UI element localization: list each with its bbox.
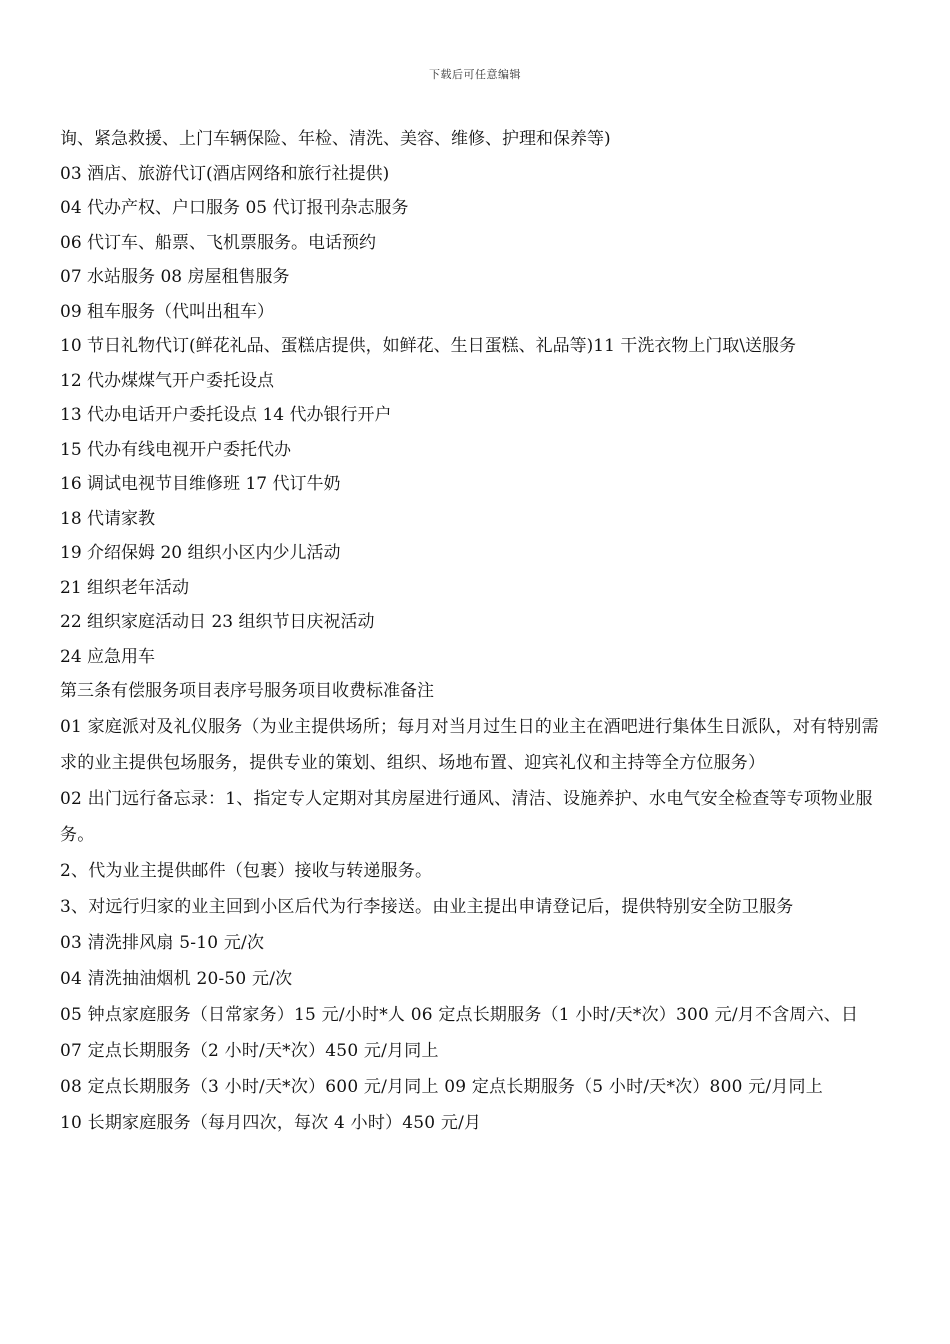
paragraph: 10 长期家庭服务（每月四次，每次 4 小时）450 元/月 bbox=[60, 1112, 482, 1133]
text-line: 10 节日礼物代订(鲜花礼品、蛋糕店提供，如鲜花、生日蛋糕、礼品等)11 干洗衣物上门取\送服务 bbox=[60, 336, 797, 356]
text-line: 21 组织老年活动 bbox=[60, 577, 190, 598]
text-line: 16 调试电视节目维修班 17 代订牛奶 bbox=[60, 474, 341, 494]
paragraph: 03 清洗排风扇 5-10 元/次 bbox=[60, 932, 265, 953]
text-line: 13 代办电话开户委托设点 14 代办银行开户 bbox=[60, 405, 392, 425]
text-line: 09 租车服务（代叫出租车） bbox=[60, 301, 275, 322]
text-line: 04 代办产权、户口服务 05 代订报刊杂志服务 bbox=[60, 198, 409, 218]
paragraph: 08 定点长期服务（3 小时/天*次）600 元/月同上 09 定点长期服务（5 小时/天*次）800 元/月同上 bbox=[60, 1076, 823, 1097]
text-line: 19 介绍保姆 20 组织小区内少儿活动 bbox=[60, 543, 341, 563]
text-line: 18 代请家教 bbox=[60, 508, 156, 529]
paragraph: 05 钟点家庭服务（日常家务）15 元/小时*人 06 定点长期服务（1 小时/天*次）300 元/月不含周六、日 bbox=[60, 1004, 859, 1025]
text-line: 03 酒店、旅游代订(酒店网络和旅行社提供) bbox=[60, 163, 390, 184]
paragraph: 01 家庭派对及礼仪服务（为业主提供场所；每月对当月过生日的业主在酒吧进行集体生日派队，对有特别需求的业主提供包场服务，提供专业的策划、组织、场地布置、迎宾礼仪和主持等全方位服务） bbox=[60, 716, 879, 773]
text-line: 07 水站服务 08 房屋租售服务 bbox=[60, 267, 290, 287]
paragraph: 07 定点长期服务（2 小时/天*次）450 元/月同上 bbox=[60, 1040, 439, 1061]
text-line: 询、紧急救援、上门车辆保险、年检、清洗、美容、维修、护理和保养等) bbox=[60, 129, 611, 149]
page-header-note: 下载后可任意编辑 bbox=[429, 68, 521, 81]
text-line: 06 代订车、船票、飞机票服务。电话预约 bbox=[60, 232, 377, 253]
text-line: 12 代办煤煤气开户委托设点 bbox=[60, 370, 275, 391]
document-body bbox=[60, 122, 895, 1141]
section-heading: 第三条有偿服务项目表序号服务项目收费标准备注 bbox=[60, 681, 434, 701]
paragraph: 2、代为业主提供邮件（包裹）接收与转递服务。 bbox=[60, 860, 433, 881]
text-line: 24 应急用车 bbox=[60, 646, 156, 667]
text-line: 15 代办有线电视开户委托代办 bbox=[60, 439, 292, 460]
paragraph: 04 清洗抽油烟机 20-50 元/次 bbox=[60, 968, 293, 989]
text-line: 22 组织家庭活动日 23 组织节日庆祝活动 bbox=[60, 612, 375, 632]
paragraph: 02 出门远行备忘录：1、指定专人定期对其房屋进行通风、清洁、设施养护、水电气安全检查等专项物业服务。 bbox=[60, 788, 873, 845]
paragraph: 3、对远行归家的业主回到小区后代为行李接送。由业主提出申请登记后，提供特别安全防卫服务 bbox=[60, 896, 794, 917]
